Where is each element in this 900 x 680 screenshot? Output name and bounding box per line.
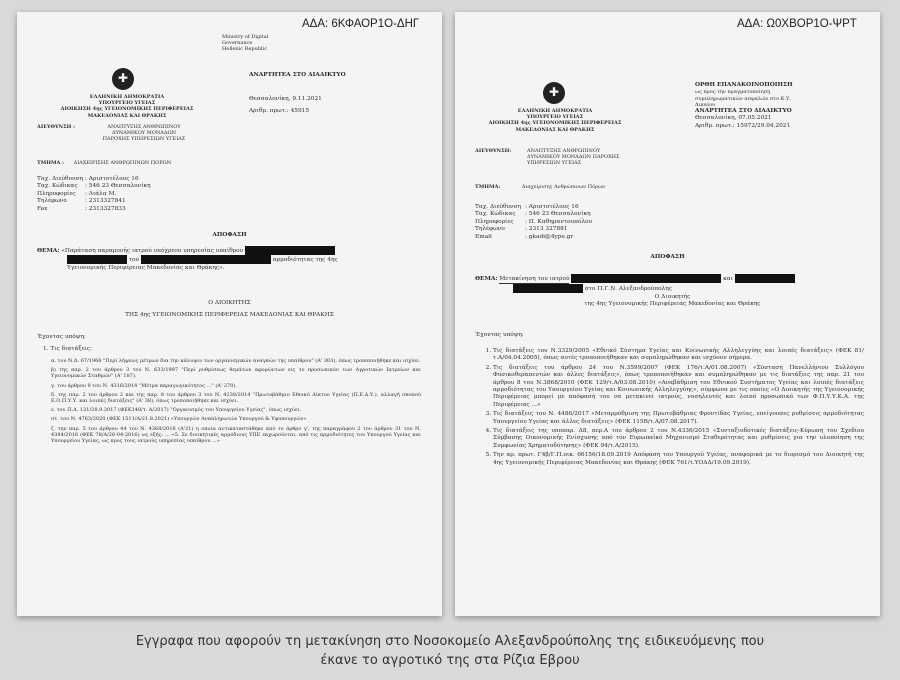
ministry-badge: Ministry of Digital Governance Hellenic Republic bbox=[222, 34, 269, 53]
republish-block: ΟΡΘΗ ΕΠΑΝΑΚΟΙΝΟΠΟΙΗΣΗ ως προς την πραγματοποίηση συμπληρωματικών ασφαλών στο Κ.Υ. Δικαίου ΑΝΑΡΤΗΤΕΑ ΣΤΟ ΔΙΑΔΙΚΤΥΟ Θεσσαλονίκη, 07.05.2021 Αριθμ. πρωτ.: 15972/29.04.2021 bbox=[695, 82, 793, 129]
ada-code: ΑΔΑ: 6ΚΦΑΟΡ1Ο-ΔΗΓ bbox=[302, 18, 420, 30]
issuer-header: ΕΛΛΗΝΙΚΗ ΔΗΜΟΚΡΑΤΙΑ ΥΠΟΥΡΓΕΙΟ ΥΓΕΙΑΣ ΔΙΟΙΚΗΣΗ 4ης ΥΓΕΙΟΝΟΜΙΚΗΣ ΠΕΡΙΦΕΡΕΙΑΣ ΜΑΚΕΔΟΝΙΑΣ ΚΑΙ ΘΡΑΚΗΣ bbox=[60, 94, 194, 119]
list-item: δ. της παρ. 2 του άρθρου 2 και της παρ. 8 του άρθρου 3 του Ν. 4238/2014 "Πρωτοβάθμιο Εθνικό Δίκτυο Υγείας (Π.Ε.Δ.Υ.), αλλαγή σκοπού Ε.Ο.Π.Υ.Υ. και λοιπές διατάξεις" (Α' 38), όπως τροποποιήθηκε και ισχύει. bbox=[51, 391, 421, 405]
greek-emblem-icon bbox=[112, 68, 134, 90]
contact-block: Ταχ. Διεύθυνση : Αριστοτέλους 16 Ταχ. Κώδικας : 546 23 Θεσσαλονίκη Πληροφορίες : Λιάλα Μ. Τηλέφωνο : 2313327841 Fax : 2313327833 bbox=[37, 176, 151, 212]
governor-title: Ο ΔΙΟΙΚΗΤΗΣ bbox=[208, 300, 251, 306]
list-item: στ. του Ν. 4763/2020 (ΦΕΚ 1511/Α/21.8.2021) «Υπουργών Αναπληρωτών Υπουργού & Υφυπουργών» bbox=[51, 416, 307, 423]
ada-code: ΑΔΑ: Ω0ΧΒΟΡ1Ο-ΨΡΤ bbox=[737, 18, 857, 30]
redacted-name bbox=[141, 255, 271, 264]
redacted-name bbox=[245, 246, 335, 255]
division-block: ΔΙΕΥΘΥΝΣΗ: ΑΝΑΠΤΥΞΗΣ ΑΝΘΡΩΠΙΝΟΥ ΔΥΝΑΜΙΚΟΥ ΜΟΝΑΔΩΝ ΠΑΡΟΧΗΣ ΥΠΗΡΕΣΙΩΝ ΥΓΕΙΑΣ bbox=[475, 148, 620, 167]
subject-block: ΘΕΜΑ: Μετακίνηση του ιατρού και στο Π.Γ.Ν. Αλεξανδρούπολης Ο Διοικητής της 4ης Υγειονομικής Περιφέρειας Μακεδονίας και Θράκης bbox=[475, 274, 870, 309]
subject-block: ΘΕΜΑ: «Παράταση παραμονής ιατρού υπόχρεου υπηρεσίας υπαίθρου του αρμοδιότητας της 4ης Υγειονομικής Περιφέρειας Μακεδονίας και Θράκης». bbox=[37, 248, 338, 271]
list-item: 1. Τις διατάξεις του Ν.3329/2005 «Εθνικό Σύστημα Υγείας και Κοινωνικής Αλληλεγγύης και λοιπές διατάξεις» (ΦΕΚ 81/τ.Α/04.04.2005), όπως αυτές τροποποιήθηκαν και συμπληρώθηκαν και ισχύουν σήμερα. bbox=[493, 348, 864, 363]
list-item: 2. Τις διατάξεις του άρθρου 24 του Ν.3599/2007 (ΦΕΚ 176/τ.Α/01.08.2007) «Σύσταση Πανελλήνιου Συλλόγου Φυσικοθεραπευτών και άλλες διατάξεις», όπως τροποποιήθηκαν και συμπληρώθηκαν με τις διατάξεις της παρ. 21 του άρθρου 8 του Ν.3868/2010 (ΦΕΚ 129/τ.Α/03.08.2010) «Αναβάθμιση του Εθνικού Συστήματος Υγείας και λοιπές διατάξεις αρμοδιότητας του Υπουργείου Υγείας και Κοινωνικής Αλληλεγγύης», σύμφωνα με τις οποίες «Ο Διοικητής της Υγειονομικής Περιφέρειας μπορεί με απόφασή του να μετακινεί ιατρούς, νοσηλευτές και λοιπό προσωπικό των Φ.Π.Υ.Υ.Κ.Α. της Περιφέρειας ...» bbox=[493, 365, 864, 409]
provisions-list bbox=[479, 348, 864, 469]
image-caption: Εγγραφα που αφορούν τη μετακίνηση στο Νοσοκομείο Αλεξανδρούπολης της ειδικευόμενης που έκανε το αγροτικό της στα Ρίζια Εβρου bbox=[135, 634, 765, 668]
list-item: α. του Ν.Δ. 67/1968 "Περί λήψεως μέτρων δια την κάλυψιν των οργανισμικών αναγκών της υπαίθρου" (Α' 303), όπως τροποποιήθηκε και ισχύει. bbox=[51, 358, 421, 364]
provisions-list bbox=[51, 358, 421, 447]
document-left bbox=[17, 12, 442, 616]
having-in-mind: Έχοντας υπόψη: bbox=[37, 334, 86, 340]
section-block: ΤΜΗΜΑ: Διαχείρισης Ανθρώπινων Πόρων bbox=[475, 184, 606, 190]
list-item: ε. του Π.Δ. 121/28.9.2017 (ΦΕΚ148/τ. Α/2017) "Οργανισμός του Υπουργείου Υγείας", όπως ισχύει. bbox=[51, 407, 302, 414]
protocol-line: Αριθμ. πρωτ.: 45915 bbox=[249, 108, 310, 114]
posted-label: ΑΝΑΡΤΗΤΕΑ ΣΤΟ ΔΙΑΔΙΚΤΥΟ bbox=[249, 72, 346, 78]
provisions-label: 1. Τις διατάξεις: bbox=[43, 346, 93, 352]
redacted-name bbox=[67, 255, 127, 264]
division-block: ΔΙΕΥΘΥΝΣΗ : ΑΝΑΠΤΥΞΗΣ ΑΝΘΡΩΠΙΝΟΥ ΔΥΝΑΜΙΚΟΥ ΜΟΝΑΔΩΝ ΠΑΡΟΧΗΣ ΥΠΗΡΕΣΙΩΝ ΥΓΕΙΑΣ bbox=[37, 124, 186, 143]
having-in-mind: Έχοντας υπόψη: bbox=[475, 332, 524, 338]
redacted-name bbox=[735, 274, 795, 283]
greek-emblem-icon bbox=[543, 82, 565, 104]
list-item: 5. Την αρ. πρωτ. Γ4β/Γ.Π.οικ. 66156/18.09.2019 Απόφαση του Υπουργού Υγείας, αναφορικά με το διορισμό του Διοικητή της 4ης Υγειονομικής Περιφέρειας Μακεδονίας και Θράκης (ΦΕΚ 761/τ.ΥΟΔΔ/19.09.2019). bbox=[493, 452, 864, 467]
list-item: 4. Τις διατάξεις της υποπαρ. Δ8, περ.Α του άρθρου 2 του Ν.4336/2015 «Συνταξιοδοτικές διατάξεις-Κύρωση του Σχεδίου Σύμβασης Οικονομικής Ενίσχυσης από τον Ευρωπαϊκό Μηχανισμό Σταθερότητας και ρυθμίσεις για την υλοποίηση της Συμφωνίας Χρηματοδότησης» (ΦΕΚ 94/τ.Α/2015). bbox=[493, 428, 864, 450]
decision-title: ΑΠΟΦΑΣΗ bbox=[650, 254, 685, 260]
list-item: β) της παρ. 2 του άρθρου 3 του Ν. 633/1997 "Περί ρυθμίσεως θεμάτων αφορώντων εις το προσωπικόν των Αγροτικών Ιατρείων και Υγειονομικών Σταθμών" (Α' 187). bbox=[51, 367, 421, 380]
section-block: ΤΜΗΜΑ : ΔΙΑΧΕΙΡΙΣΗΣ ΑΝΘΡΩΠΙΝΩΝ ΠΟΡΩΝ bbox=[37, 160, 172, 166]
list-item: ζ. την παρ. 5 του άρθρου 44 του Ν. 4368/2016 (Α'21) η οποία αντικαταστάθηκε από το άρθρο γ', της παραγράφου 2 του άρθρου 31 του Ν. 4384/2016 (ΦΕΚ 78/Α/26-04-2016) ως εξής: ... «5. Σε διοικητικές αρμόδιους ΥΠΕ εκχωρούνται, από τις αρμοδιότητες του Υπουργού Υγείας και Υπουργείου Υγείας, ως προς τους ιατρούς υπηρεσίας υπαίθρου ...» bbox=[51, 425, 421, 445]
contact-block: Ταχ. Διεύθυνση : Αριστοτέλους 16 Ταχ. Κώδικας : 546 23 Θεσσαλονίκη Πληροφορίες : Π. Καθημαντουπόλου Τηλέφωνο : 2313 327881 Email : gkadi@4ype.gr bbox=[475, 204, 593, 240]
governor-of: ΤΗΣ 4ης ΥΓΕΙΟΝΟΜΙΚΗΣ ΠΕΡΙΦΕΡΕΙΑΣ ΜΑΚΕΔΟΝΙΑΣ ΚΑΙ ΘΡΑΚΗΣ bbox=[125, 312, 334, 318]
decision-title: ΑΠΟΦΑΣΗ bbox=[212, 232, 247, 238]
issuer-header: ΕΛΛΗΝΙΚΗ ΔΗΜΟΚΡΑΤΙΑ ΥΠΟΥΡΓΕΙΟ ΥΓΕΙΑΣ ΔΙΟΙΚΗΣΗ 4ης ΥΓΕΙΟΝΟΜΙΚΗΣ ΠΕΡΙΦΕΡΕΙΑΣ ΜΑΚΕΔΟΝΙΑΣ ΚΑΙ ΘΡΑΚΗΣ bbox=[488, 108, 622, 133]
list-item: γ. του άρθρου 9 του Ν. 4316/2014 "Μέτρα παραγωγικότητος ..." (Α' 270). bbox=[51, 382, 237, 389]
date-line: Θεσσαλονίκη, 9.11.2021 bbox=[249, 96, 322, 102]
redacted-name bbox=[513, 284, 583, 293]
document-right bbox=[455, 12, 880, 616]
redacted-name bbox=[571, 274, 721, 283]
list-item: 3. Τις διατάξεις του Ν. 4486/2017 «Μεταρρύθμιση της Πρωτοβάθμιας Φροντίδας Υγείας, επείγουσες ρυθμίσεις αρμοδιότητας Υπουργείου Υγείας και άλλες διατάξεις» (ΦΕΚ 115Β/τ.Α/07.08.2017). bbox=[493, 411, 864, 426]
